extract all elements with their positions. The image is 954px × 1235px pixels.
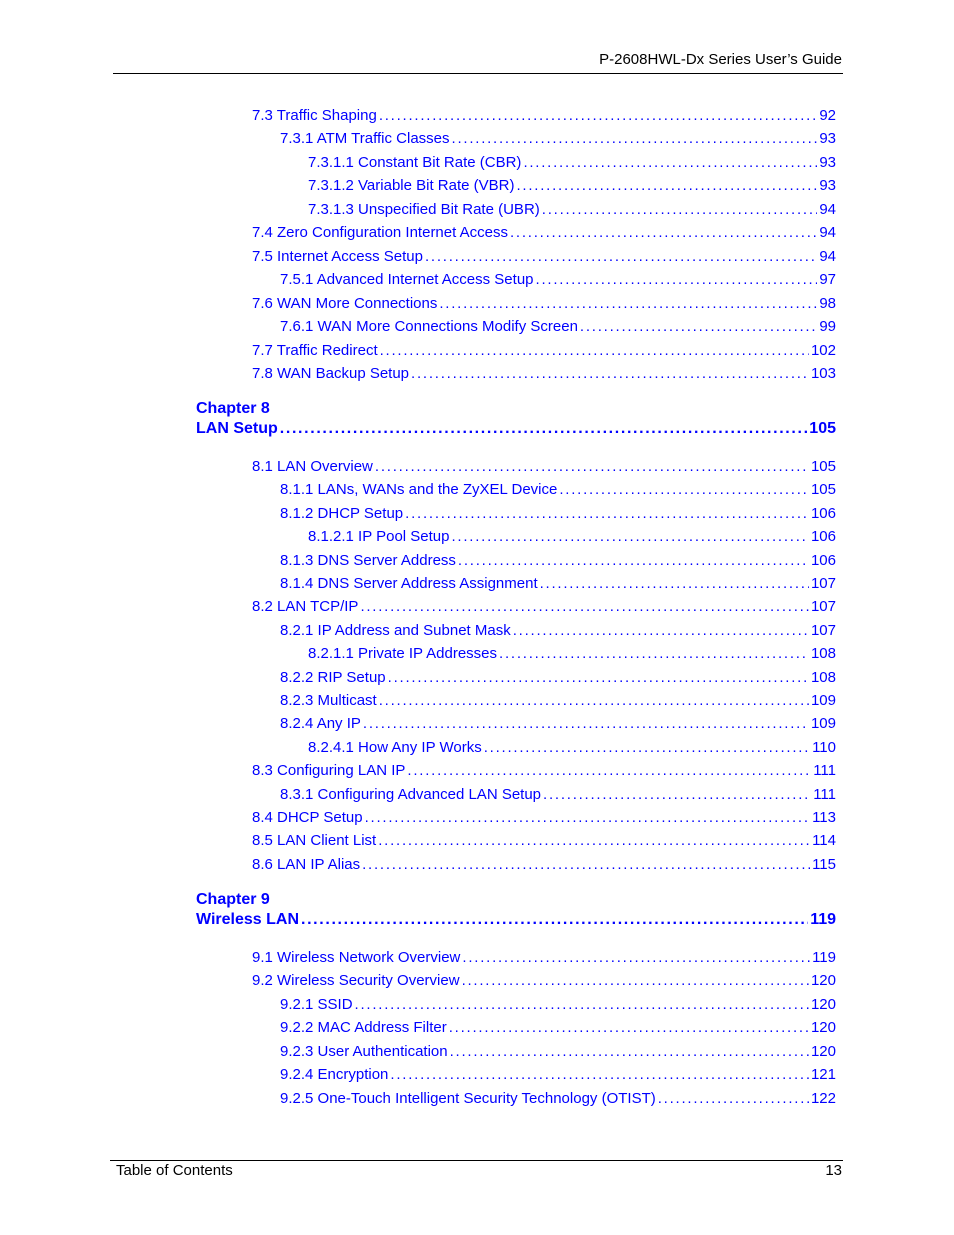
dot-leader: [484, 738, 810, 758]
toc-entry-page: 109: [810, 692, 836, 709]
dot-leader: [449, 1018, 809, 1038]
header-divider: [113, 73, 843, 74]
toc-entry-page: 106: [810, 528, 836, 546]
dot-leader: [559, 480, 809, 500]
toc-entry[interactable]: [280, 504, 836, 524]
toc-entry-title: 8.2.1 IP Address and Subnet Mask: [280, 621, 511, 639]
toc-entry[interactable]: [308, 644, 836, 664]
toc-entry-page: 119: [812, 949, 836, 966]
toc-entry-page: 94: [819, 224, 836, 242]
toc-entry-page: 110: [812, 738, 836, 756]
toc-entry-page: 105: [810, 481, 836, 499]
dot-leader: [355, 995, 809, 1015]
toc-entry[interactable]: [280, 480, 836, 500]
dot-leader: [499, 644, 809, 664]
toc-entry-title: 8.1.2 DHCP Setup: [280, 504, 404, 522]
dot-leader: [458, 551, 809, 571]
chapter-8-label[interactable]: Chapter 8: [196, 400, 270, 417]
dot-leader: [380, 341, 809, 361]
toc-entry-title: 7.3.1.3 Unspecified Bit Rate (UBR): [308, 200, 540, 218]
toc-entry-title: 8.2.4 Any IP: [280, 715, 361, 733]
toc-entry-title: 7.5 Internet Access Setup: [252, 247, 423, 265]
dot-leader: [580, 317, 817, 337]
toc-entry-page: 111: [813, 785, 836, 803]
toc-entry[interactable]: [280, 129, 836, 149]
toc-entry-title: 9.2.4 Encryption: [280, 1066, 389, 1084]
toc-entry[interactable]: [280, 551, 836, 571]
chapter-9-page: 119: [810, 911, 836, 928]
toc-entry-title: 7.5.1 Advanced Internet Access Setup: [280, 271, 534, 289]
toc-entry[interactable]: [252, 808, 836, 828]
toc-entry[interactable]: [252, 761, 836, 781]
toc-entry[interactable]: [252, 597, 836, 617]
toc-entry-page: 94: [819, 247, 836, 265]
toc-entry-title: 8.4 DHCP Setup: [252, 809, 363, 826]
toc-entry[interactable]: [252, 831, 836, 851]
dot-leader: [378, 831, 810, 851]
toc-entry-page: 92: [819, 107, 836, 124]
dot-leader: [658, 1089, 809, 1109]
dot-leader: [536, 270, 818, 290]
toc-entry-title: 9.1 Wireless Network Overview: [252, 949, 461, 966]
dot-leader: [462, 971, 809, 991]
dot-leader: [523, 153, 817, 173]
toc-entry-page: 113: [812, 809, 836, 826]
toc-entry-title: 8.1.4 DNS Server Address Assignment: [280, 575, 538, 592]
toc-entry-title: 7.6.1 WAN More Connections Modify Screen: [280, 318, 578, 336]
toc-entry-title: 8.2.1.1 Private IP Addresses: [308, 645, 498, 663]
toc-entry-title: 7.3.1.1 Constant Bit Rate (CBR): [308, 153, 522, 171]
dot-leader: [462, 948, 810, 968]
toc-entry-page: 102: [810, 341, 836, 359]
toc-entry[interactable]: [252, 457, 836, 477]
toc-entry[interactable]: [280, 270, 836, 290]
toc-entry-title: 8.5 LAN Client List: [252, 832, 377, 850]
page-number: 13: [825, 1162, 842, 1179]
toc-entry-page: 97: [819, 271, 836, 289]
dot-leader: [513, 621, 809, 641]
toc-entry-title: 8.2.2 RIP Setup: [280, 668, 386, 686]
toc-entry-page: 106: [810, 551, 836, 569]
toc-entry-title: 9.2 Wireless Security Overview: [252, 972, 460, 990]
dot-leader: [452, 527, 809, 547]
toc-entry[interactable]: [280, 1018, 836, 1038]
toc-entry[interactable]: [280, 1065, 836, 1085]
toc-entry-title: 7.3.1 ATM Traffic Classes: [280, 130, 450, 148]
toc-entry-page: 114: [812, 832, 836, 850]
dot-leader: [411, 364, 809, 384]
chapter-9-entry[interactable]: [196, 911, 836, 929]
toc-entry-page: 93: [819, 130, 836, 148]
toc-entry-title: 8.1.1 LANs, WANs and the ZyXEL Device: [280, 481, 558, 499]
dot-leader: [516, 176, 817, 196]
toc-entry[interactable]: [252, 294, 836, 314]
toc-entry[interactable]: [280, 574, 836, 594]
toc-entry-page: 105: [810, 458, 836, 475]
toc-entry-title: 8.1 LAN Overview: [252, 458, 373, 475]
dot-leader: [510, 223, 817, 243]
toc-entry[interactable]: [308, 176, 836, 196]
toc-entry[interactable]: [280, 691, 836, 711]
dot-leader: [280, 420, 808, 438]
toc-entry-title: 7.3 Traffic Shaping: [252, 107, 377, 124]
toc-entry-page: 121: [810, 1066, 836, 1084]
chapter-8-entry[interactable]: [196, 420, 836, 438]
dot-leader: [540, 574, 809, 594]
toc-entry-title: 7.4 Zero Configuration Internet Access: [252, 224, 508, 242]
toc-entry-title: 8.2.3 Multicast: [280, 692, 377, 709]
toc-entry-page: 111: [813, 762, 836, 780]
toc-entry-title: 9.2.3 User Authentication: [280, 1042, 448, 1060]
dot-leader: [365, 808, 810, 828]
toc-entry-page: 103: [810, 364, 836, 382]
toc-entry[interactable]: [280, 317, 836, 337]
toc-entry-page: 93: [819, 177, 836, 195]
toc-entry-title: 7.8 WAN Backup Setup: [252, 364, 410, 382]
toc-entry[interactable]: [252, 341, 836, 361]
toc-entry[interactable]: [280, 785, 836, 805]
dot-leader: [301, 911, 808, 929]
toc-entry-title: 8.2 LAN TCP/IP: [252, 598, 359, 616]
toc-entry-title: 8.3 Configuring LAN IP: [252, 762, 406, 780]
toc-entry-page: 115: [812, 855, 836, 873]
dot-leader: [362, 855, 810, 875]
toc-entry[interactable]: [252, 106, 836, 126]
footer-divider: [110, 1160, 843, 1161]
toc-entry[interactable]: [280, 668, 836, 688]
toc-entry[interactable]: [308, 527, 836, 547]
dot-leader: [375, 457, 809, 477]
chapter-8-page: 105: [809, 420, 836, 437]
toc-entry[interactable]: [280, 1089, 836, 1109]
toc-entry-page: 98: [819, 294, 836, 312]
toc-entry-page: 99: [819, 318, 836, 336]
guide-title: P-2608HWL-Dx Series User’s Guide: [599, 51, 842, 68]
toc-entry-page: 108: [810, 645, 836, 663]
toc-entry-page: 122: [810, 1089, 836, 1107]
dot-leader: [363, 714, 809, 734]
toc-entry[interactable]: [252, 971, 836, 991]
toc-entry-page: 106: [810, 504, 836, 522]
chapter-9-title: Wireless LAN: [196, 911, 299, 928]
toc-entry-page: 120: [810, 995, 836, 1013]
toc-entry[interactable]: [308, 153, 836, 173]
toc-entry[interactable]: [252, 223, 836, 243]
toc-entry[interactable]: [252, 948, 836, 968]
chapter-9-label[interactable]: Chapter 9: [196, 891, 270, 908]
toc-entry[interactable]: [308, 738, 836, 758]
dot-leader: [379, 106, 818, 126]
toc-entry-page: 107: [810, 598, 836, 616]
toc-entry[interactable]: [252, 364, 836, 384]
dot-leader: [407, 761, 811, 781]
toc-entry[interactable]: [252, 247, 836, 267]
footer-section-title: Table of Contents: [116, 1162, 233, 1179]
toc-entry[interactable]: [280, 995, 836, 1015]
toc-entry-page: 107: [810, 621, 836, 639]
toc-entry-title: 8.3.1 Configuring Advanced LAN Setup: [280, 785, 542, 803]
dot-leader: [388, 668, 809, 688]
toc-entry-page: 93: [819, 153, 836, 171]
toc-entry-page: 108: [810, 668, 836, 686]
toc-entry-title: 9.2.5 One-Touch Intelligent Security Technology (OTIST): [280, 1089, 656, 1107]
toc-entry-title: 7.7 Traffic Redirect: [252, 341, 378, 359]
toc-entry-title: 9.2.1 SSID: [280, 995, 353, 1013]
dot-leader: [425, 247, 817, 267]
toc-entry[interactable]: [280, 621, 836, 641]
toc-entry-title: 8.6 LAN IP Alias: [252, 855, 361, 873]
toc-entry[interactable]: [280, 714, 836, 734]
toc-entry-title: 8.1.3 DNS Server Address: [280, 551, 456, 569]
toc-entry-title: 7.3.1.2 Variable Bit Rate (VBR): [308, 177, 515, 195]
toc-entry-page: 94: [819, 200, 836, 218]
dot-leader: [543, 785, 811, 805]
dot-leader: [542, 200, 818, 220]
toc-entry-title: 9.2.2 MAC Address Filter: [280, 1019, 447, 1037]
toc-entry[interactable]: [280, 1042, 836, 1062]
dot-leader: [450, 1042, 809, 1062]
toc-entry[interactable]: [308, 200, 836, 220]
dot-leader: [452, 129, 818, 149]
toc-entry-page: 120: [810, 972, 836, 990]
toc-entry-page: 107: [810, 575, 836, 592]
toc-entry-page: 109: [810, 715, 836, 733]
toc-entry-page: 120: [810, 1042, 836, 1060]
dot-leader: [390, 1065, 809, 1085]
toc-entry[interactable]: [252, 855, 836, 875]
toc-entry-title: 8.1.2.1 IP Pool Setup: [308, 528, 450, 546]
toc-entry-title: 7.6 WAN More Connections: [252, 294, 438, 312]
toc-entry-page: 120: [810, 1019, 836, 1037]
dot-leader: [379, 691, 809, 711]
dot-leader: [360, 597, 809, 617]
dot-leader: [405, 504, 809, 524]
dot-leader: [439, 294, 817, 314]
toc-entry-title: 8.2.4.1 How Any IP Works: [308, 738, 482, 756]
chapter-8-title: LAN Setup: [196, 420, 278, 437]
